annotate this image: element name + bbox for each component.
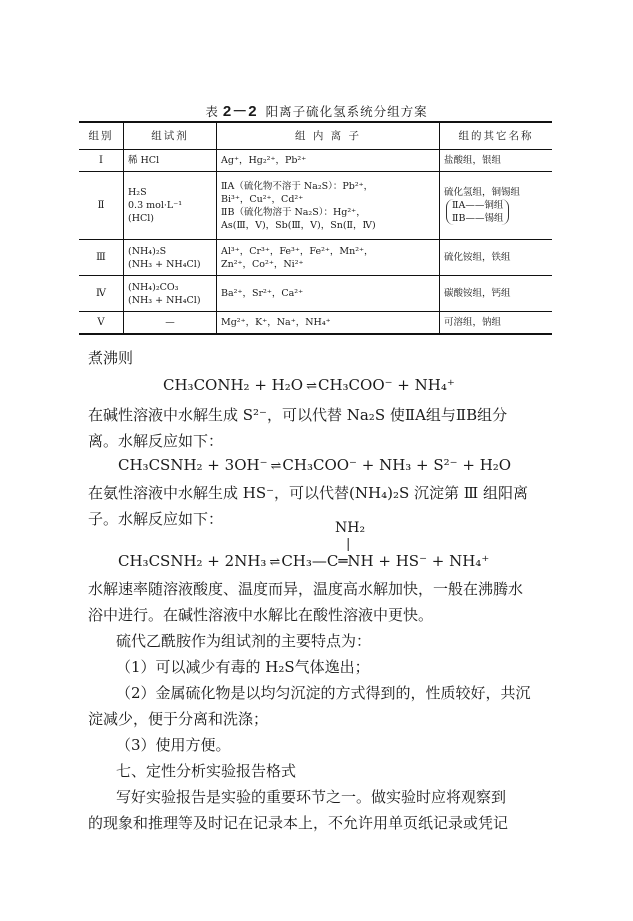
group-other-names: 硫化氢组，铜锡组 ⅡA——铜组 ⅡB——锡组 bbox=[440, 172, 553, 240]
group-reagent: H₂S 0.3 mol·L⁻¹ (HCl) bbox=[124, 172, 217, 240]
table-caption bbox=[0, 100, 633, 121]
paragraph-line: 子。水解反应如下： bbox=[88, 510, 224, 528]
group-ions: Ba²⁺，Sr²⁺，Ca²⁺ bbox=[217, 276, 440, 312]
list-item-continued: 淀减少，便于分离和洗涤； bbox=[88, 710, 269, 728]
group-id: Ⅴ bbox=[79, 312, 124, 334]
group-ions: Al³⁺，Cr³⁺，Fe³⁺，Fe²⁺，Mn²⁺， Zn²⁺，Co²⁺，Ni²⁺ bbox=[217, 240, 440, 276]
paragraph-line: 浴中进行。在碱性溶液中水解比在酸性溶液中更快。 bbox=[88, 606, 434, 624]
paragraph-line: 水解速率随溶液酸度、温度而异，温度高水解加快，一般在沸腾水 bbox=[88, 580, 524, 598]
paragraph-line: 在氨性溶液中水解生成 HS⁻，可以代替(NH₄)₂S 沉淀第 Ⅲ 组阳离 bbox=[88, 484, 529, 502]
table-row bbox=[79, 172, 552, 240]
group-other-names: 盐酸组，银组 bbox=[440, 150, 553, 172]
table-header-row bbox=[79, 122, 552, 150]
header-group: 组别 bbox=[79, 122, 124, 150]
header-reagent: 组试剂 bbox=[124, 122, 217, 150]
group-ions: ⅡA（硫化物不溶于 Na₂S）：Pb²⁺， Bi³⁺，Cu²⁺，Cd²⁺ ⅡB（硫化物溶于 Na₂S）：Hg²⁺， As(Ⅲ，Ⅴ)，Sb(Ⅲ，Ⅴ)，Sn(Ⅱ，Ⅳ) bbox=[217, 172, 440, 240]
group-id: Ⅱ bbox=[79, 172, 124, 240]
paragraph-line: 在碱性溶液中水解生成 S²⁻，可以代替 Na₂S 使ⅡA组与ⅡB组分 bbox=[88, 406, 508, 424]
group-reagent: (NH₄)₂S (NH₃ + NH₄Cl) bbox=[124, 240, 217, 276]
paragraph-line: 硫代乙酰胺作为组试剂的主要特点为： bbox=[116, 632, 372, 650]
equilibrium-arrow-icon: ⇌ bbox=[269, 555, 279, 570]
section-heading: 七、定性分析实验报告格式 bbox=[116, 762, 297, 780]
group-id: Ⅲ bbox=[79, 240, 124, 276]
group-ions: Ag⁺，Hg₂²⁺，Pb²⁺ bbox=[217, 150, 440, 172]
caption-number: 2－2 bbox=[222, 103, 258, 120]
group-id: Ⅳ bbox=[79, 276, 124, 312]
text-line: 煮沸则 bbox=[88, 349, 134, 367]
group-ions: Mg²⁺，K⁺，Na⁺，NH₄⁺ bbox=[217, 312, 440, 334]
subgroup-bracket: ⅡA——铜组 ⅡB——锡组 bbox=[446, 199, 509, 225]
paragraph-line: 离。水解反应如下： bbox=[88, 432, 224, 450]
table-row bbox=[79, 276, 552, 312]
header-other-names: 组的其它名称 bbox=[440, 122, 553, 150]
equilibrium-arrow-icon: ⇌ bbox=[306, 379, 315, 394]
equation-1: CH₃CONH₂ + H₂O ⇌ CH₃COO⁻ + NH₄⁺ bbox=[163, 376, 455, 394]
equation-3: CH₃CSNH₂ + 2NH₃ ⇌ CH₃—C═NH + HS⁻ + NH₄⁺ bbox=[118, 552, 490, 570]
group-reagent: — bbox=[124, 312, 217, 334]
table-row bbox=[79, 312, 552, 334]
caption-prefix: 表 bbox=[205, 104, 219, 119]
group-id: Ⅰ bbox=[79, 150, 124, 172]
equation-3-amino-group: NH₂ bbox=[335, 520, 366, 536]
group-reagent: (NH₄)₂CO₃ (NH₃ + NH₄Cl) bbox=[124, 276, 217, 312]
group-other-names: 碳酸铵组，钙组 bbox=[440, 276, 553, 312]
header-ions: 组 内 离 子 bbox=[217, 122, 440, 150]
group-reagent: 稀 HCl bbox=[124, 150, 217, 172]
equilibrium-arrow-icon: ⇌ bbox=[270, 459, 280, 474]
table-row bbox=[79, 240, 552, 276]
group-other-names: 硫化铵组，铁组 bbox=[440, 240, 553, 276]
caption-title: 阳离子硫化氢系统分组方案 bbox=[265, 104, 428, 119]
paragraph-line: 写好实验报告是实验的重要环节之一。做实验时应将观察到 bbox=[116, 788, 507, 806]
cation-group-table bbox=[79, 121, 552, 335]
paragraph-line: 的现象和推理等及时记在记录本上，不允许用单页纸记录或凭记 bbox=[88, 814, 509, 832]
list-item: （3）使用方便。 bbox=[116, 736, 231, 754]
group-other-names: 可溶组，钠组 bbox=[440, 312, 553, 334]
list-item: （2）金属硫化物是以均匀沉淀的方式得到的，性质较好，共沉 bbox=[116, 684, 531, 702]
list-item: （1）可以减少有毒的 H₂S气体逸出； bbox=[116, 658, 370, 676]
table-row bbox=[79, 150, 552, 172]
equation-2: CH₃CSNH₂ + 3OH⁻ ⇌ CH₃COO⁻ + NH₃ + S²⁻ + H₂O bbox=[118, 456, 512, 474]
equation-3-bond: | bbox=[346, 537, 351, 552]
